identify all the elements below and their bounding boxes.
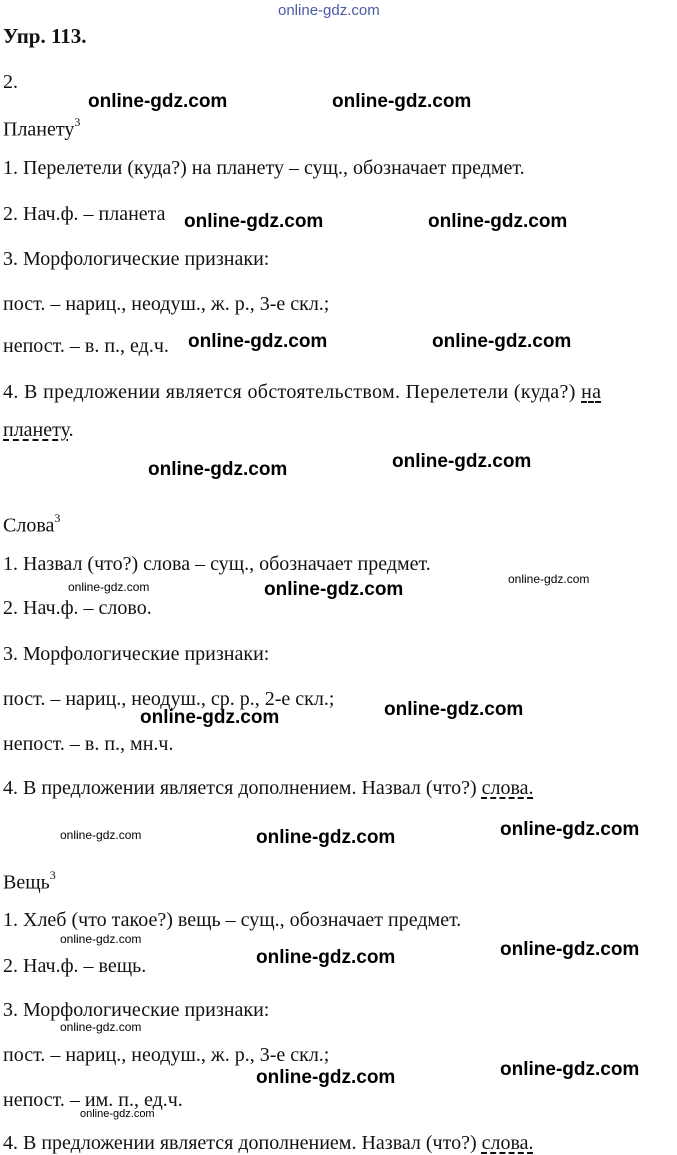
entry-line: непост. – в. п., ед.ч. — [3, 335, 169, 357]
part-number: 2. — [3, 71, 18, 93]
watermark: online-gdz.com — [508, 572, 590, 586]
watermark: online-gdz.com — [60, 828, 142, 842]
watermark: online-gdz.com — [256, 947, 396, 968]
watermark: online-gdz.com — [428, 211, 568, 232]
watermark: online-gdz.com — [148, 459, 288, 480]
watermark: online-gdz.com — [392, 451, 532, 472]
watermark: online-gdz.com — [256, 827, 396, 848]
watermark: online-gdz.com — [500, 939, 640, 960]
entry-line: непост. – им. п., ед.ч. — [3, 1089, 183, 1111]
watermark: online-gdz.com — [384, 699, 524, 720]
watermark: online-gdz.com — [80, 1108, 155, 1120]
entry-line: 1. Назвал (что?) слова – сущ., обозначает предмет. — [3, 553, 431, 575]
watermark: online-gdz.com — [332, 91, 472, 112]
watermark: online-gdz.com — [60, 1020, 142, 1034]
entry-line: 2. Нач.ф. – слово. — [3, 597, 152, 619]
watermark: online-gdz.com — [432, 331, 572, 352]
watermark: online-gdz.com — [188, 331, 328, 352]
entry-line: 3. Морфологические признаки: — [3, 248, 270, 270]
entry-line: пост. – нариц., неодуш., ж. р., 3-е скл.; — [3, 1044, 330, 1066]
exercise-title: Упр. 113. — [3, 24, 87, 48]
entry-line: 2. Нач.ф. – вещь. — [3, 955, 147, 977]
entry-line: 4. В предложении является дополнением. Назвал (что?) слова. — [3, 1132, 534, 1154]
entry-line: 3. Морфологические признаки: — [3, 999, 270, 1021]
entry-line: пост. – нариц., неодуш., ж. р., 3-е скл.; — [3, 293, 330, 315]
watermark: online-gdz.com — [500, 819, 640, 840]
entry-line: 1. Перелетели (куда?) на планету – сущ., обозначает предмет. — [3, 157, 525, 179]
entry-line: 1. Хлеб (что такое?) вещь – сущ., обозначает предмет. — [3, 909, 462, 931]
watermark: online-gdz.com — [184, 211, 324, 232]
entry-word: Вещь$^3$ — [3, 868, 56, 894]
watermark: online-gdz.com — [60, 932, 142, 946]
entry-line: 4. В предложении является дополнением. Назвал (что?) слова. — [3, 777, 534, 799]
entry-line: непост. – в. п., мн.ч. — [3, 733, 174, 755]
watermark: online-gdz.com — [68, 580, 150, 594]
watermark: online-gdz.com — [264, 579, 404, 600]
entry-line: 3. Морфологические признаки: — [3, 643, 270, 665]
watermark: online-gdz.com — [88, 91, 228, 112]
entry-line: 2. Нач.ф. – планета — [3, 203, 166, 225]
watermark: online-gdz.com — [256, 1067, 396, 1088]
watermark: online-gdz.com — [140, 707, 280, 728]
entry-line: 4. В предложении является обстоятельством. Перелетели (куда?) на — [3, 381, 602, 403]
watermark: online-gdz.com — [500, 1059, 640, 1080]
entry-line: планету. — [3, 419, 74, 441]
entry-line: пост. – нариц., неодуш., ср. р., 2-е скл.; — [3, 688, 335, 710]
entry-word: Слова$^3$ — [3, 511, 61, 537]
watermark-top: online-gdz.com — [278, 2, 380, 19]
entry-word: Планету$^3$ — [3, 115, 81, 141]
